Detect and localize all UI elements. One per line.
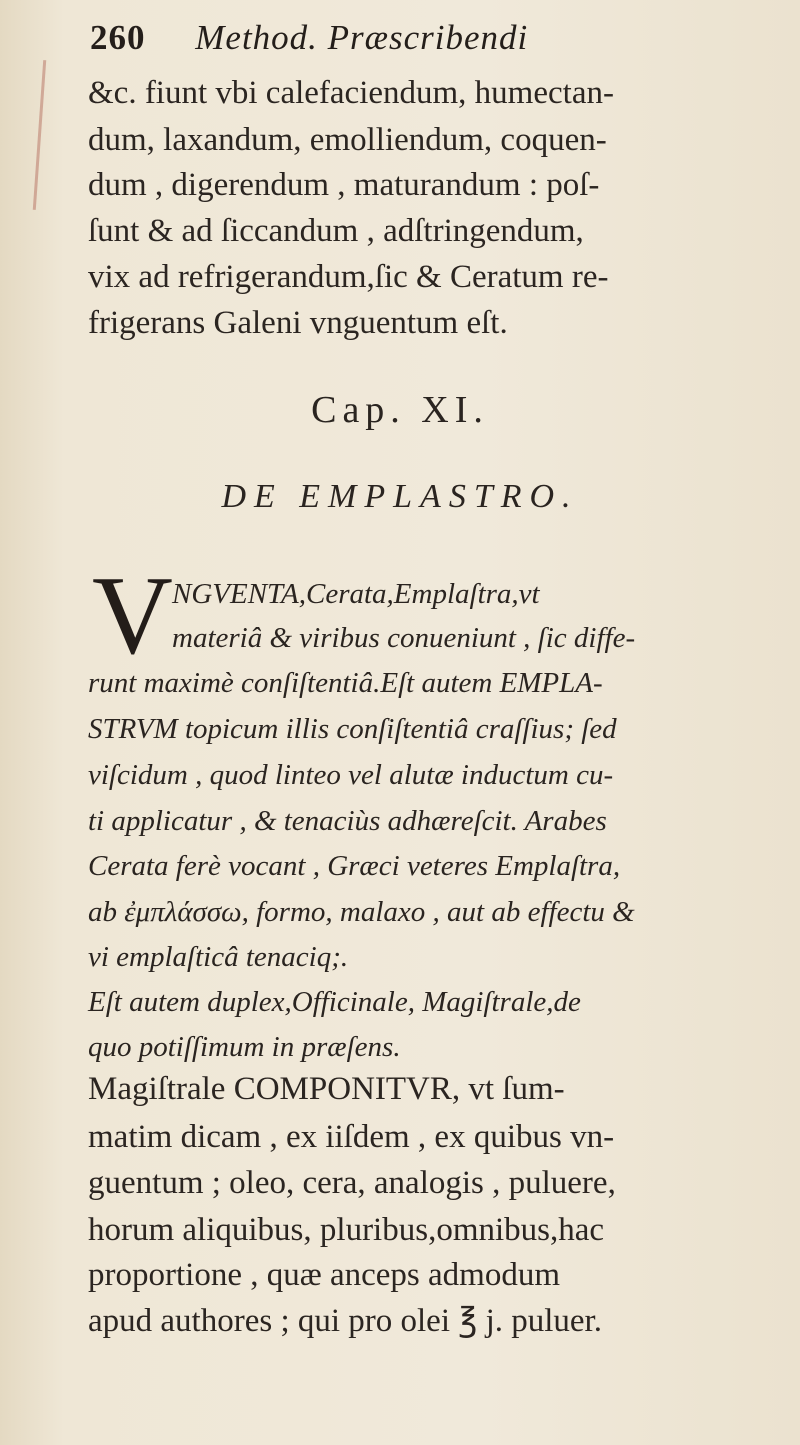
chapter-heading: Cap. XI.: [311, 389, 489, 431]
text-line: dum , digerendum , maturandum : poſ-: [88, 167, 600, 203]
text-line: apud authores ; qui pro olei ℥ j. puluer.: [88, 1303, 602, 1339]
text-line: horum aliquibus, pluribus,omnibus,hac: [88, 1212, 605, 1248]
text-line: ti applicatur , & tenaciùs adhæreſcit. Arabes: [88, 805, 607, 837]
text-line: materiâ & viribus conueniunt , ſic diffe-: [172, 622, 636, 654]
text-line: guentum ; oleo, cera, analogis , puluere,: [88, 1165, 616, 1201]
text-line: vix ad refrigerandum,ſic & Ceratum re-: [88, 259, 609, 295]
text-line: STRVM topicum illis conſiſtentiâ craſſius; ſed: [88, 713, 617, 745]
running-title: Method. Præscribendi: [195, 18, 529, 57]
running-header: [90, 18, 780, 68]
text-line: viſcidum , quod linteo vel alutæ inductum cu-: [88, 759, 614, 791]
text-line: quo potiſſimum in præſens.: [88, 1031, 401, 1063]
text-line: &c. fiunt vbi calefaciendum, humectan-: [88, 75, 614, 111]
text-line: frigerans Galeni vnguentum eſt.: [88, 305, 508, 341]
margin-stain: [33, 60, 46, 210]
chapter-title: DE EMPLASTRO.: [221, 478, 579, 515]
text-line: proportione , quæ anceps admodum: [88, 1257, 560, 1293]
text-line: ab ἐμπλάσσω, formo, malaxo , aut ab effectu &: [88, 896, 635, 928]
text-line: matim dicam , ex iiſdem , ex quibus vn-: [88, 1119, 615, 1155]
text-line: NGVENTA,Cerata,Emplaſtra,vt: [172, 578, 540, 610]
text-line: Eſt autem duplex,Officinale, Magiſtrale,de: [88, 986, 581, 1018]
drop-capital: V: [92, 554, 173, 678]
text-line: dum, laxandum, emolliendum, coquen-: [88, 122, 607, 158]
text-line: runt maximè conſiſtentiâ.Eſt autem EMPLA-: [88, 667, 603, 699]
text-line: ſunt & ad ſiccandum , adſtringendum,: [88, 213, 584, 249]
page-number: 260: [90, 18, 146, 57]
text-line: Magiſtrale COMPONITVR, vt ſum-: [88, 1071, 565, 1107]
text-line: Cerata ferè vocant , Græci veteres Emplaſtra,: [88, 850, 621, 882]
text-line: vi emplaſticâ tenaciq;.: [88, 941, 349, 973]
